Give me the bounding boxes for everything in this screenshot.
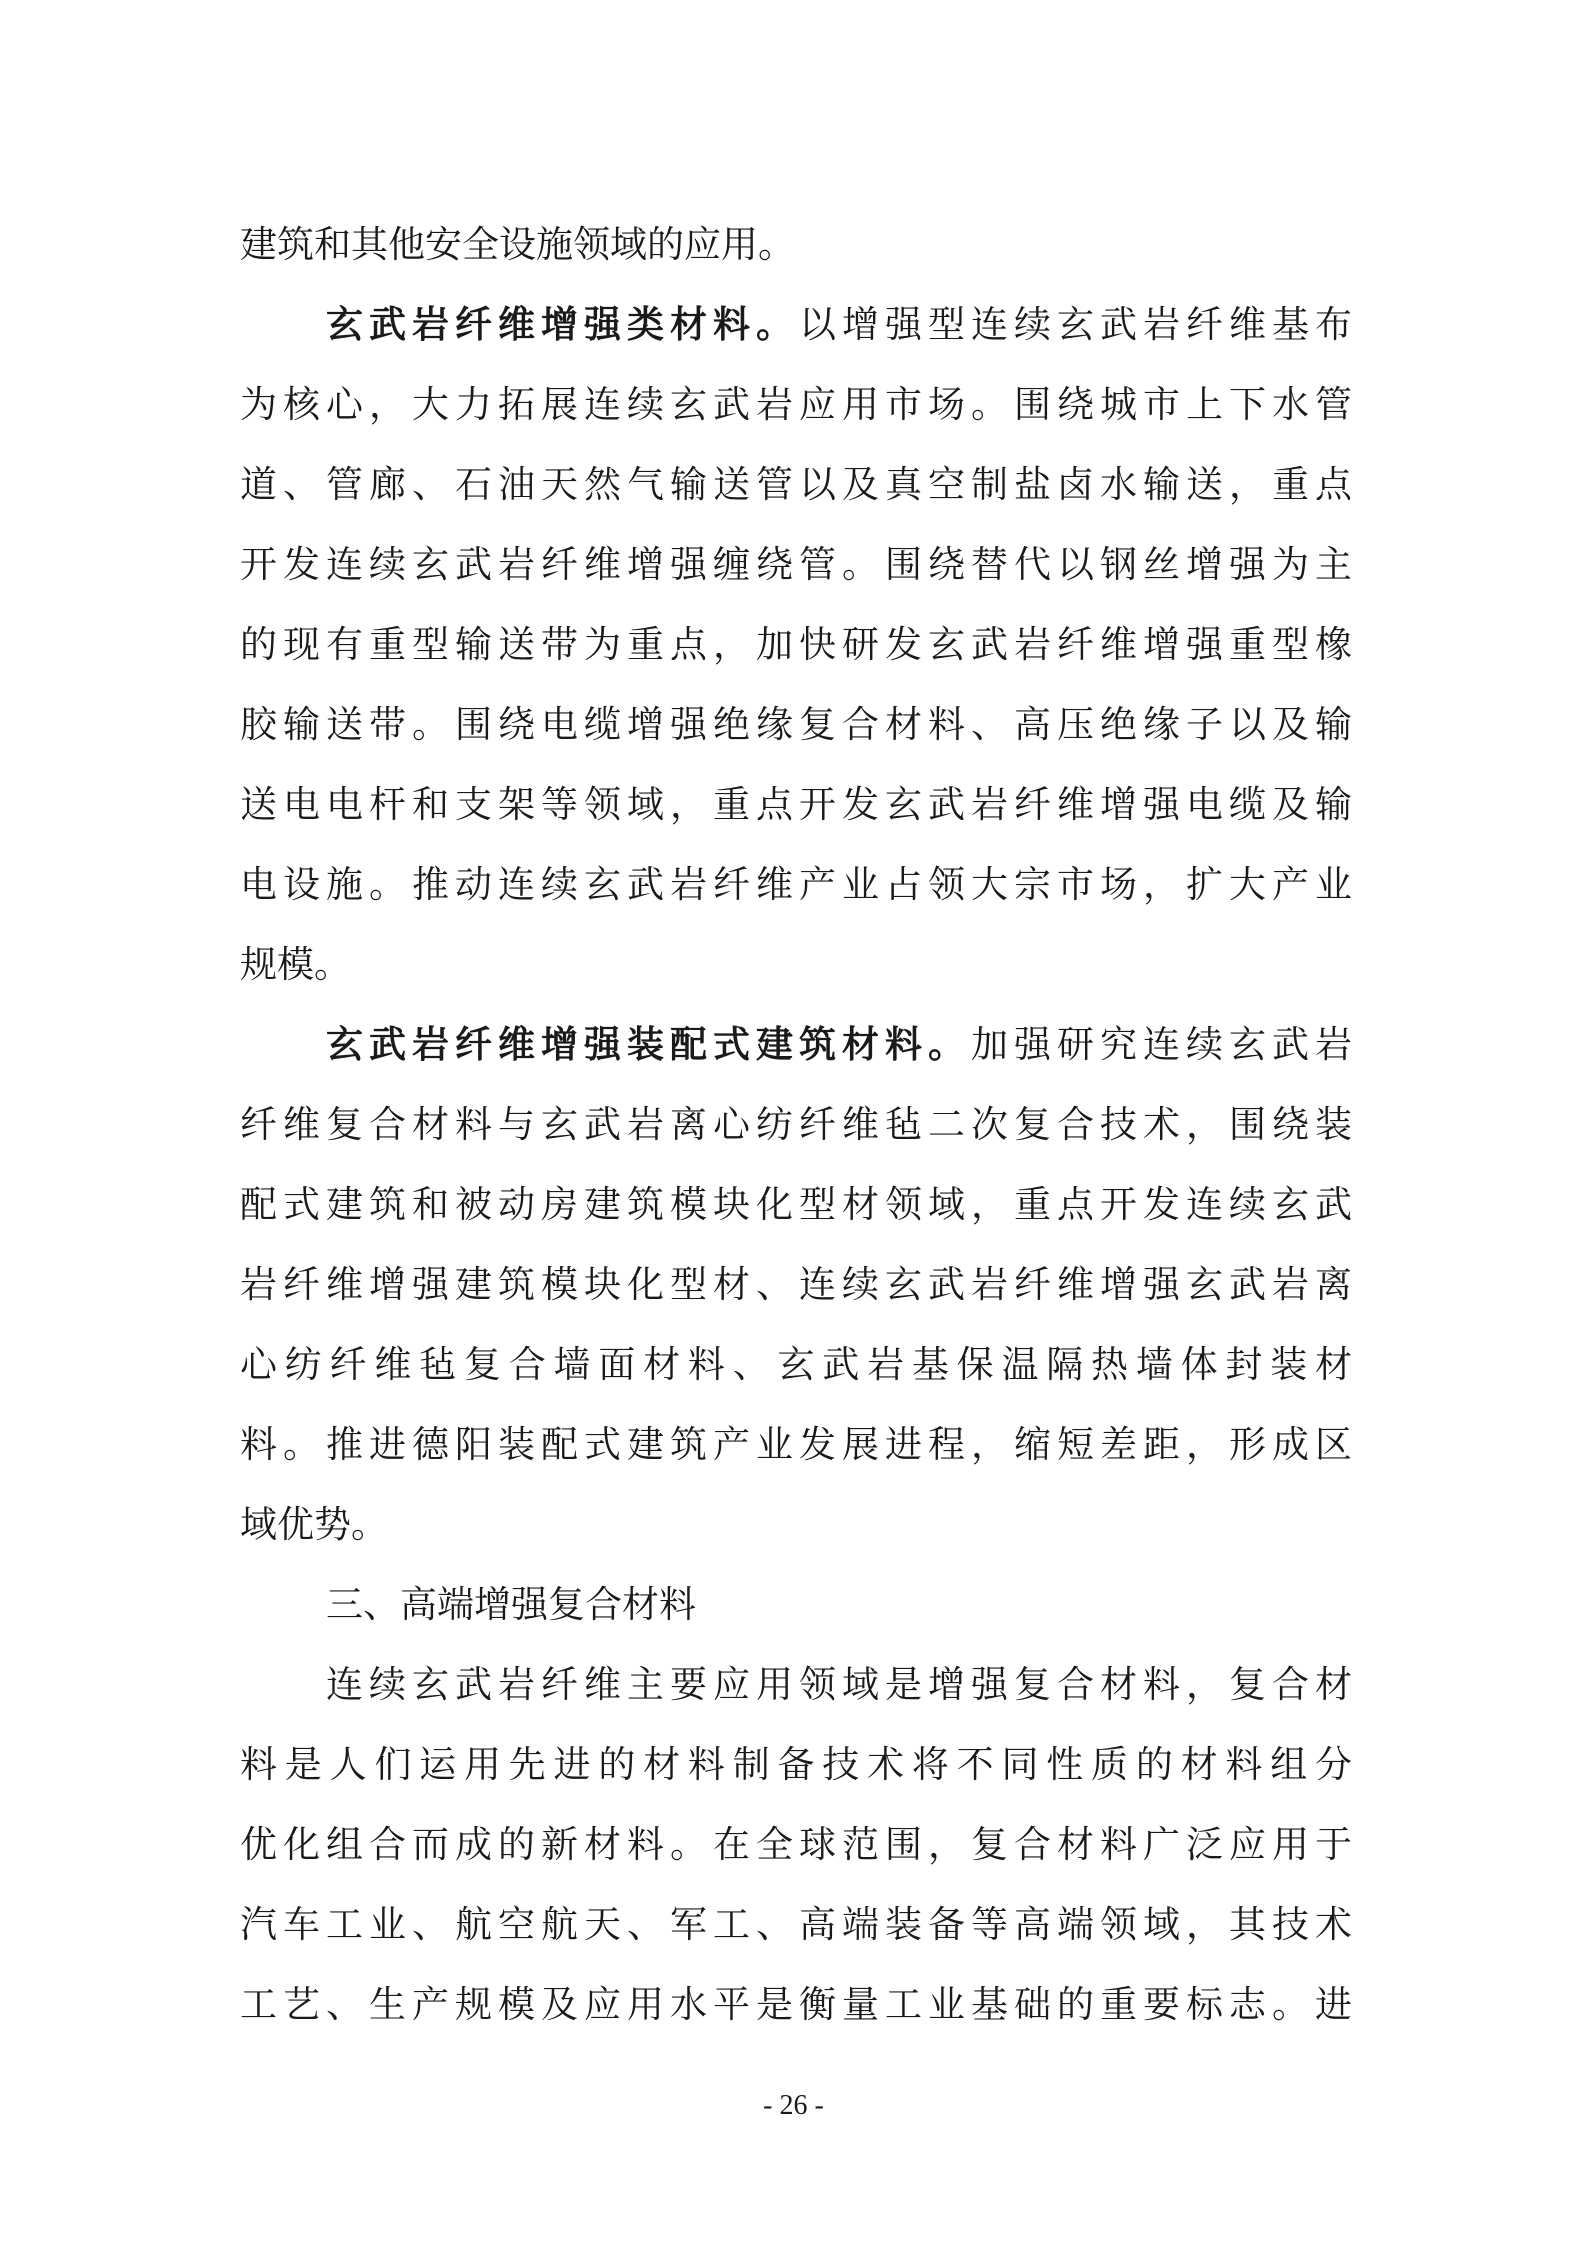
text-line: 配式建筑和被动房建筑模块化型材领域，重点开发连续玄武 [240,1183,1352,1226]
paragraph-heading: 玄武岩纤维增强装配式建筑材料。 [326,1023,971,1066]
text-line: 岩纤维增强建筑模块化型材、连续玄武岩纤维增强玄武岩离 [240,1263,1352,1306]
section-title: 三、高端增强复合材料 [326,1583,696,1626]
text-span: 加强研究连续玄武岩 [971,1023,1352,1066]
text-line: 为核心，大力拓展连续玄武岩应用市场。围绕城市上下水管 [240,383,1352,426]
text-line: 电设施。推动连续玄武岩纤维产业占领大宗市场，扩大产业 [240,863,1352,906]
text-line: 料。推进德阳装配式建筑产业发展进程，缩短差距，形成区 [240,1423,1352,1466]
text-line: 道、管廊、石油天然气输送管以及真空制盐卤水输送，重点 [240,463,1352,506]
text-line: 规模。 [240,943,351,986]
text-line: 开发连续玄武岩纤维增强缠绕管。围绕替代以钢丝增强为主 [240,543,1352,586]
text-line: 送电电杆和支架等领域，重点开发玄武岩纤维增强电缆及输 [240,783,1352,826]
page-number: - 26 - [763,2090,824,2121]
document-body [240,205,1352,2045]
text-line: 胶输送带。围绕电缆增强绝缘复合材料、高压绝缘子以及输 [240,703,1352,746]
text-line: 纤维复合材料与玄武岩离心纺纤维毡二次复合技术，围绕装 [240,1103,1352,1146]
text-line: 优化组合而成的新材料。在全球范围，复合材料广泛应用于 [240,1823,1352,1866]
text-line: 建筑和其他安全设施领域的应用。 [240,223,795,266]
text-line: 工艺、生产规模及应用水平是衡量工业基础的重要标志。进 [240,1983,1352,2026]
paragraph-first-line: 连续玄武岩纤维主要应用领域是增强复合材料，复合材 [326,1663,1352,1706]
text-line: 的现有重型输送带为重点，加快研发玄武岩纤维增强重型橡 [240,623,1352,666]
text-line: 心纺纤维毡复合墙面材料、玄武岩基保温隔热墙体封装材 [240,1343,1352,1386]
text-span: 以增强型连续玄武岩纤维基布 [799,303,1352,346]
paragraph-heading: 玄武岩纤维增强类材料。 [326,303,799,346]
text-line: 域优势。 [240,1503,388,1546]
text-line: 汽车工业、航空航天、军工、高端装备等高端领域，其技术 [240,1903,1352,1946]
paragraph-first-line [240,1005,1352,1085]
text-line: 料是人们运用先进的材料制备技术将不同性质的材料组分 [240,1743,1352,1786]
paragraph-first-line [240,285,1352,365]
